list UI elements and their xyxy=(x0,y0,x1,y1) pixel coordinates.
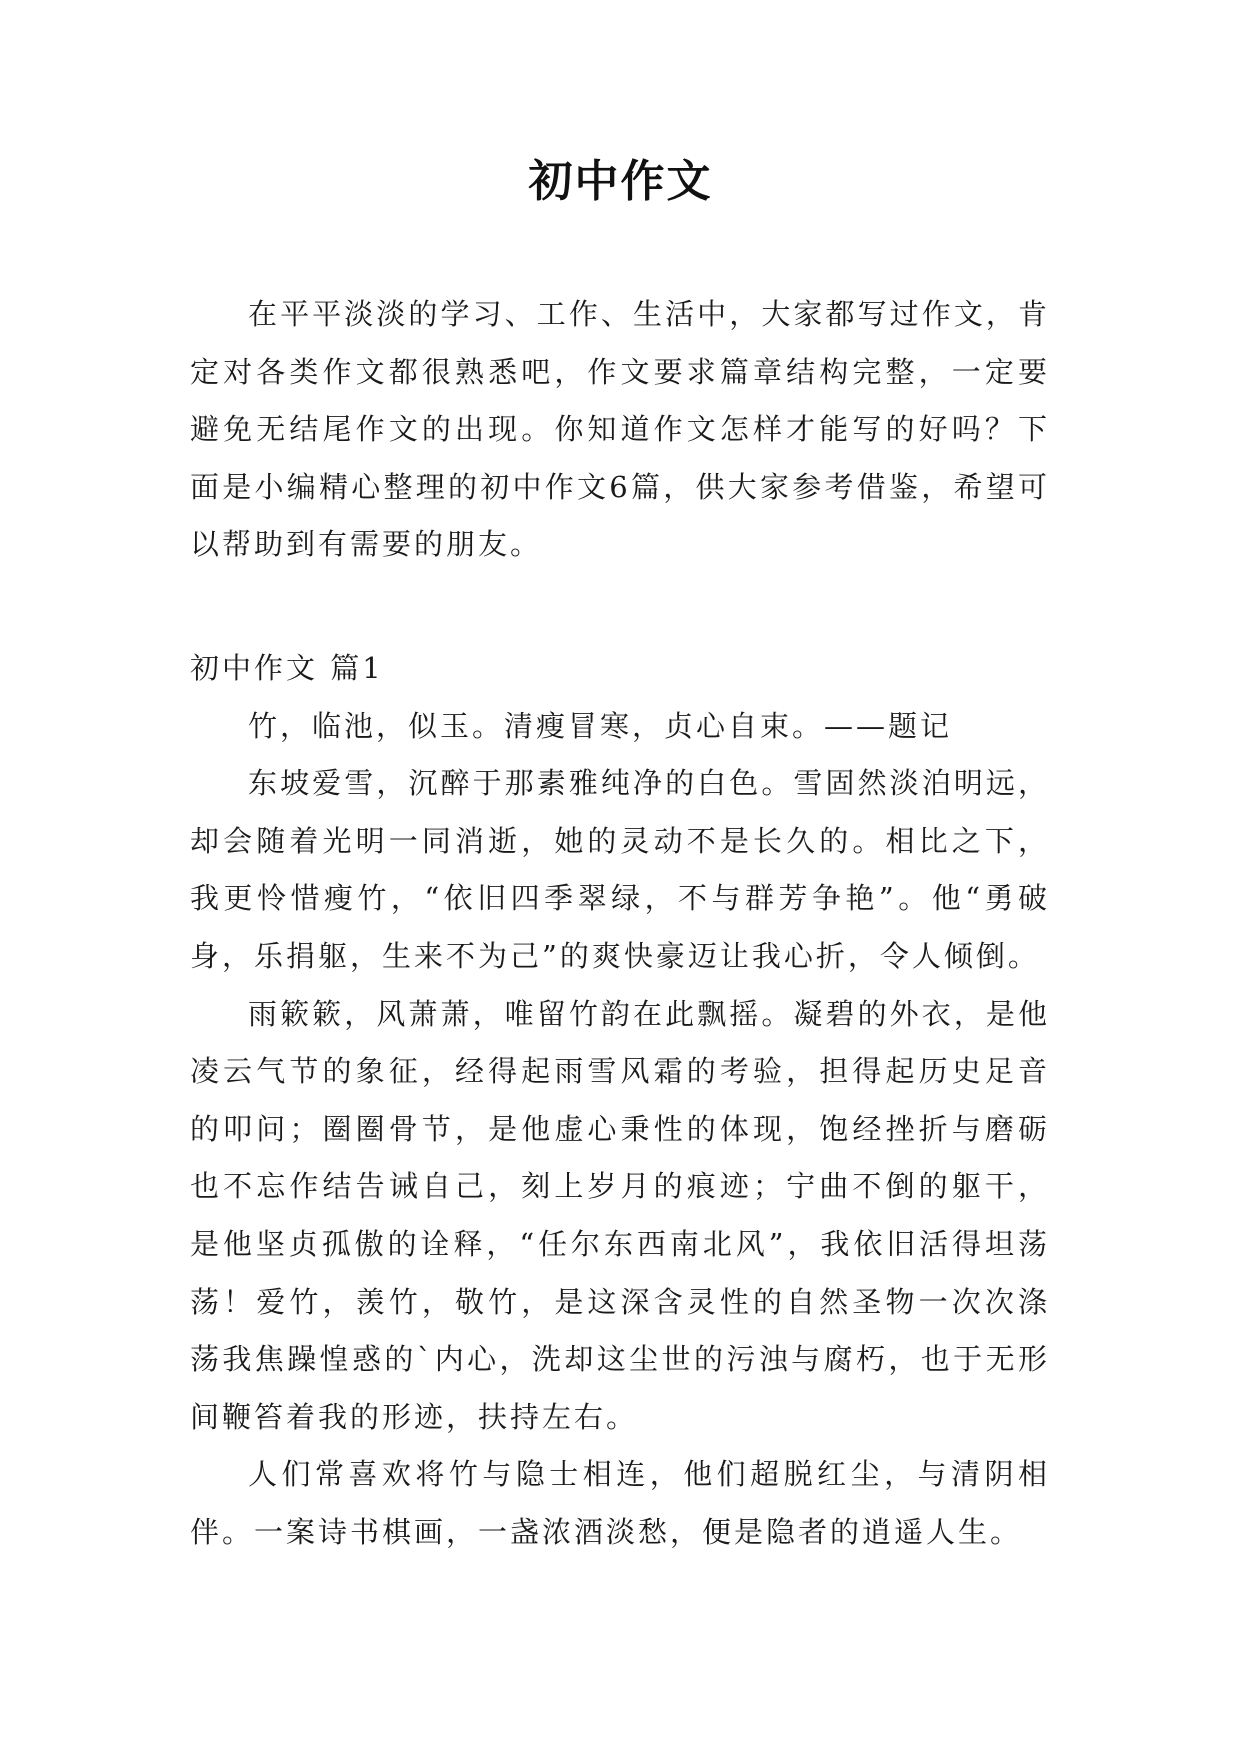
section-heading: 初中作文 篇1 xyxy=(190,651,384,685)
intro-paragraph: 在平平淡淡的学习、工作、生活中，大家都写过作文，肯定对各类作文都很熟悉吧，作文要求篇章结构完整，一定要避免无结尾作文的出现。你知道作文怎样才能写的好吗？下面是小编精心整理的初中作文6篇，供大家参考借鉴，希望可以帮助到有需要的朋友。 xyxy=(190,297,1050,562)
essay-section-1 xyxy=(190,640,1050,1562)
body-paragraph: 东坡爱雪，沉醉于那素雅纯净的白色。雪固然淡泊明远，却会随着光明一同消逝，她的灵动不是长久的。相比之下，我更怜惜瘦竹，“依旧四季翠绿，不与群芳争艳”。他“勇破身，乐捐躯，生来不为己”的爽快豪迈让我心折，令人倾倒。 xyxy=(190,766,1050,973)
body-paragraph: 雨簌簌，风萧萧，唯留竹韵在此飘摇。凝碧的外衣，是他凌云气节的象征，经得起雨雪风霜的考验，担得起历史足音的叩问；圈圈骨节，是他虚心秉性的体现，饱经挫折与磨砺也不忘作结告诫自己，刻上岁月的痕迹；宁曲不倒的躯干，是他坚贞孤傲的诠释，“任尔东西南北风”，我依旧活得坦荡荡！爱竹，羡竹，敬竹，是这深含灵性的自然圣物一次次涤荡我焦躁惶惑的`内心，洗却这尘世的污浊与腐朽，也于无形间鞭笞着我的形迹，扶持左右。 xyxy=(190,996,1050,1434)
body-paragraph: 人们常喜欢将竹与隐士相连，他们超脱红尘，与清阴相伴。一案诗书棋画，一盏浓酒淡愁，便是隐者的逍遥人生。 xyxy=(190,1457,1050,1549)
epigraph-paragraph: 竹，临池，似玉。清瘦冒寒，贞心自束。——题记 xyxy=(248,708,953,743)
document-title: 初中作文 xyxy=(528,156,713,207)
intro-section xyxy=(190,286,1050,574)
